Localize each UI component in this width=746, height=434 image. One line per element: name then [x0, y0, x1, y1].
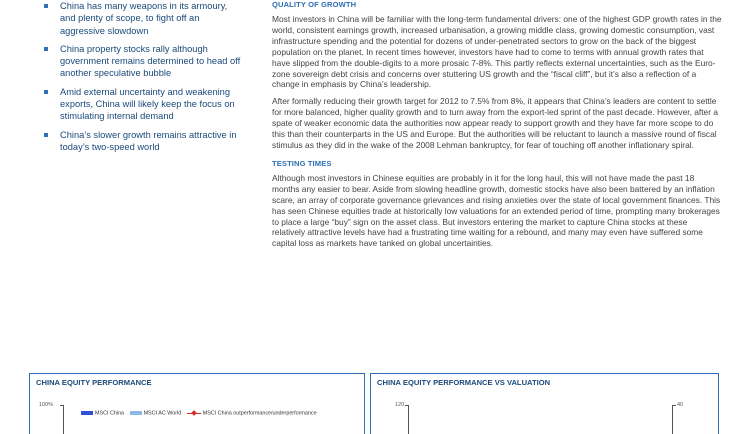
china-equity-performance-vs-valuation-chart	[370, 373, 719, 434]
legend-swatch-msci-china	[81, 411, 93, 415]
article-body	[272, 0, 722, 255]
section-heading-testing-times: TESTING TIMES	[272, 158, 332, 168]
key-points-list	[44, 0, 244, 153]
paragraph: Most investors in China will be familiar with the long-term fundamental drivers: one of the highest GDP growth rates in the world, consistent earnings growth, increased urbanisation, a growing middle class, growing domestic consumption, vast infrastructure spending and the potential for dozens of under-penetrated sectors to grow on the back of the biggest population on the planet. In recent times however, investors have had to come to terms with annual growth rates that have slipped from the double-digits to a more prosaic 7-8%. This partly reflects external uncertainties, such as the Euro-zone sovereign debt crisis and concerns over stuttering US growth and the “fiscal cliff”, but it’s also a reflection of a change in emphasis by China’s leadership.	[272, 14, 722, 90]
china-equity-performance-chart	[29, 373, 365, 434]
key-points-sidebar	[44, 0, 244, 159]
bullet-text: China has many weapons in its armoury, and plenty of scope, to fight off an aggressive slowdown	[60, 1, 228, 36]
list-item	[44, 0, 244, 37]
y-axis-tick	[60, 405, 64, 406]
bullet-text: Amid external uncertainty and weakening exports, China will likely keep the focus on stimulating internal demand	[60, 86, 235, 122]
legend-swatch-msci-ac-world	[130, 411, 142, 415]
chart-plot-area	[371, 392, 718, 434]
list-item	[44, 129, 244, 154]
bullet-square-icon	[44, 133, 48, 137]
bullet-text: China property stocks rally although government remains determined to head off another speculative bubble	[60, 43, 241, 79]
paragraph: Although most investors in Chinese equities are probably in it for the long haul, this will not have made the past 18 months any easier to bear. Aside from slowing headline growth, domestic stocks have also been battered by an inflation scare, an array of corporate governance grievances and rising anxieties over the state of local government finances. This has seen Chinese equities trade at historically low valuations for an extended period of time, prompting many brokerages to place a large “buy” sign on the asset class. But investors entering the market to capture China stocks at these relatively attractive levels have had a frustrating time waiting for a rebound, and many may even have suffered some capital loss as markets have tanked on global uncertainties.	[272, 172, 721, 249]
y-axis-left-line	[408, 405, 409, 434]
legend-label: MSCI China	[95, 410, 125, 417]
y-tick-label-right: 40	[677, 402, 684, 408]
bullet-square-icon	[44, 47, 48, 51]
bullet-text: China’s slower growth remains attractive in today’s two-speed world	[60, 129, 237, 152]
bullet-square-icon	[44, 4, 48, 8]
section-heading-quality-of-growth: QUALITY OF GROWTH	[272, 0, 357, 9]
legend-label: MSCI China outperformance/underperformance	[202, 410, 317, 417]
y-axis-right-line	[672, 405, 673, 434]
chart-plot-area	[30, 392, 364, 434]
list-item	[44, 43, 244, 80]
y-tick-label-left: 120	[395, 402, 405, 408]
y-axis-left-tick	[405, 405, 409, 406]
paragraph: After formally reducing their growth target for 2012 to 7.5% from 8%, it appears that China’s leaders are content to settle for more balanced, higher quality growth and to turn away from the export-led sprint of the past decade. However, after a spate of weaker economic data the authorities now appear ready to support growth and they have far more scope to do this than their counterparts in the US and Europe. But the authorities will be reluctant to launch a massive round of fiscal stimulus as they did in the wake of the 2008 Lehman bankruptcy, for fear of touching off another inflationary spiral.	[272, 96, 718, 150]
chart-title: CHINA EQUITY PERFORMANCE VS VALUATION	[377, 378, 551, 387]
y-tick-label: 100%	[39, 402, 54, 408]
legend-label: MSCI AC World	[143, 410, 182, 417]
y-axis-line	[63, 405, 64, 434]
y-axis-right-tick	[672, 405, 676, 406]
chart-legend	[81, 410, 317, 416]
legend-marker-line-icon	[187, 410, 201, 416]
list-item	[44, 86, 244, 123]
bullet-square-icon	[44, 90, 48, 94]
chart-title: CHINA EQUITY PERFORMANCE	[36, 378, 152, 387]
